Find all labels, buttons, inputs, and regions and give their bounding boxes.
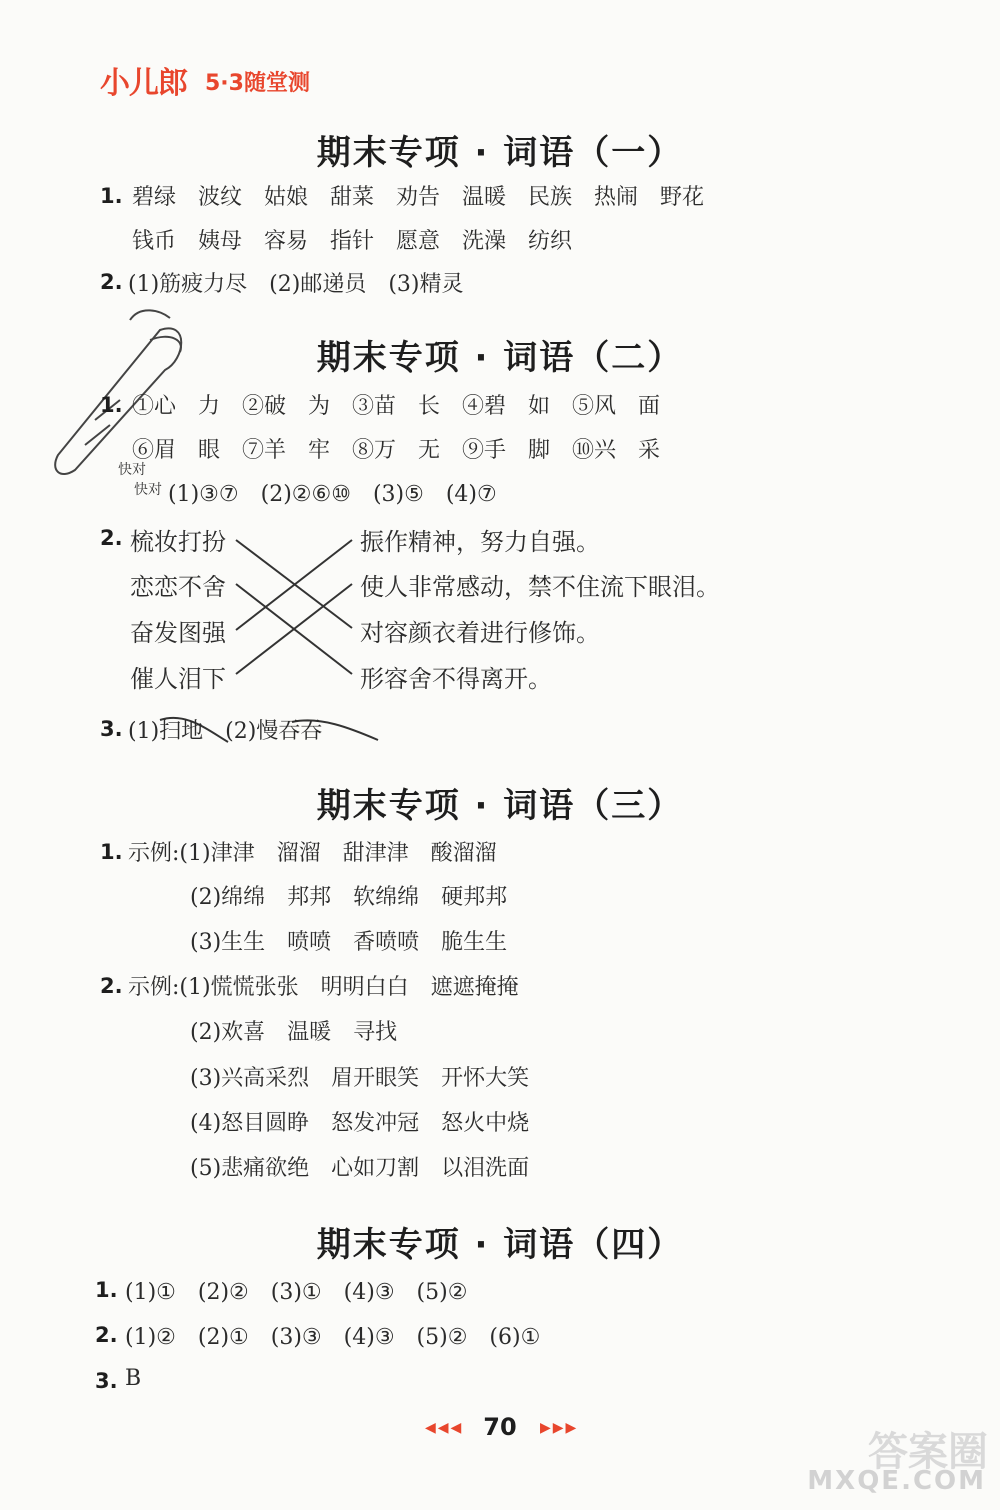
match-right-item: 使人非常感动，禁不住流下眼泪。 (360, 573, 720, 601)
match-right-item: 振作精神，努力自强。 (360, 528, 600, 556)
answer-line: (5)悲痛欲绝 心如刀割 以泪洗面 (190, 1156, 530, 1181)
match-left-item: 恋恋不舍 (130, 573, 226, 601)
answer-line: 示例:(1)津津 溜溜 甜津津 酸溜溜 (128, 841, 497, 866)
answer-line: (1)① (2)② (3)① (4)③ (5)② (125, 1280, 468, 1305)
match-left-item: 奋发图强 (130, 619, 226, 647)
arrow-left-icon: ◀◀◀ (425, 1420, 464, 1436)
answer-line: (4)怒目圆睁 怒发冲冠 怒火中烧 (190, 1111, 530, 1136)
answer-line: (2)绵绵 邦邦 软绵绵 硬邦邦 (190, 885, 508, 910)
match-left-item: 催人泪下 (130, 665, 226, 693)
answer-line: (1)扫地 (2)慢吞吞 (128, 719, 323, 744)
answer-line: ①心 力 ②破 为 ③苗 长 ④碧 如 ⑤风 面 (132, 394, 661, 419)
answer-line: (1)③⑦ (2)②⑥⑩ (3)⑤ (4)⑦ (168, 482, 497, 507)
q-number: 1. (100, 840, 123, 864)
arrow-right-icon: ▶▶▶ (540, 1420, 579, 1436)
handwritten-note: 快对 (118, 462, 146, 478)
answer-line: (1)② (2)① (3)③ (4)③ (5)② (6)① (125, 1325, 541, 1350)
answer-line: (2)欢喜 温暖 寻找 (190, 1020, 398, 1045)
matching-lines (236, 540, 352, 674)
q-number: 3. (95, 1369, 118, 1393)
answer-line: 示例:(1)慌慌张张 明明白白 遮遮掩掩 (128, 975, 519, 1000)
section-title-1: 期末专项 · 词语（一） (316, 133, 684, 173)
page-number: 70 (483, 1413, 517, 1441)
section-title-3: 期末专项 · 词语（三） (316, 786, 684, 826)
section-title-4: 期末专项 · 词语（四） (316, 1225, 684, 1265)
answer-line: B (125, 1366, 142, 1391)
q-number: 1. (100, 184, 123, 208)
handwritten-note: 快对 (134, 482, 162, 498)
q-number: 2. (100, 526, 123, 550)
match-right-item: 形容舍不得离开。 (360, 665, 552, 693)
brand-logo: 小儿郎 (100, 66, 187, 101)
answer-line: (1)筋疲力尽 (2)邮递员 (3)精灵 (128, 272, 464, 297)
q-number: 2. (95, 1323, 118, 1347)
watermark-url: MXQE.COM (807, 1466, 986, 1496)
match-right-item: 对容颜衣着进行修饰。 (360, 619, 600, 647)
q-number: 2. (100, 270, 123, 294)
answer-line: ⑥眉 眼 ⑦羊 牢 ⑧万 无 ⑨手 脚 ⑩兴 采 (132, 438, 661, 463)
section-title-2: 期末专项 · 词语（二） (316, 338, 684, 378)
answer-line: (3)兴高采烈 眉开眼笑 开怀大笑 (190, 1066, 530, 1091)
match-left-item: 梳妆打扮 (130, 528, 226, 556)
answer-line: 碧绿 波纹 姑娘 甜菜 劝告 温暖 民族 热闹 野花 (132, 185, 705, 210)
answer-line: (3)生生 喷喷 香喷喷 脆生生 (190, 930, 508, 955)
series-name: 5·3随堂测 (205, 71, 310, 96)
answer-line: 钱币 姨母 容易 指针 愿意 洗澡 纺织 (132, 229, 573, 254)
q-number: 2. (100, 974, 123, 998)
watermark-logo: 答案圈 (868, 1429, 988, 1475)
q-number: 1. (100, 393, 123, 417)
q-number: 3. (100, 717, 123, 741)
q-number: 1. (95, 1278, 118, 1302)
